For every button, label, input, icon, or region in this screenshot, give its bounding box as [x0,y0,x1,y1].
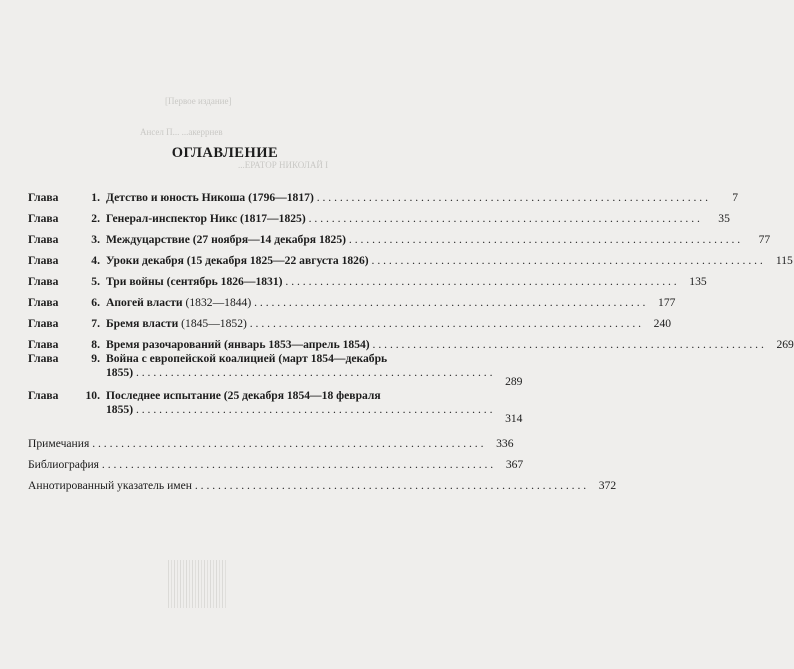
page-number: 314 [505,411,523,425]
chapter-title-line-1: Последнее испытание (25 декабря 1854—18 февраля [106,389,381,402]
toc-entry-chapter-6[interactable] [28,288,676,309]
toc-entry-chapter-3[interactable] [28,225,771,246]
chapter-label: Глава [28,190,59,204]
page-number: 289 [505,374,523,388]
toc-entry-notes[interactable] [28,429,514,450]
toc-entry-chapter-9[interactable] [28,351,523,388]
chapter-title [106,317,641,331]
chapter-number: 6. [91,295,100,309]
chapter-label: Глава [28,274,59,288]
chapter-title-main: Апогей власти [106,295,183,309]
toc-entry-bibliography[interactable] [28,450,524,471]
chapter-title-line-2: 1855) . . . [106,403,492,417]
toc-entry-chapter-5[interactable] [28,267,707,288]
table-of-contents [28,183,794,492]
chapter-number: 8. [91,337,100,351]
page-number: 372 [598,478,617,492]
chapter-title [106,389,492,416]
barcode-show-through [168,560,226,608]
page-number: 7 [732,190,738,204]
chapter-number: 4. [91,253,100,267]
chapter-number: 9. [91,352,100,365]
chapter-number: 7. [91,316,100,330]
chapter-title-main: Бремя власти [106,316,179,330]
chapter-title [106,296,645,310]
toc-entry-chapter-1[interactable] [28,183,738,204]
chapter-label: Глава [28,211,59,225]
page-number: 269 [776,337,794,351]
chapter-label: Глава [28,352,59,365]
chapter-title [106,352,492,379]
page-number: 77 [758,232,771,246]
page-number: 115 [775,253,793,267]
chapter-title: Детство и юность Никоша (1796—1817) . . . [106,191,708,205]
chapter-title-line-2: 1855) . . . [106,366,492,380]
chapter-title: Междуцарствие (27 ноября—14 декабря 1825) . . . [106,233,740,247]
toc-entry-name-index[interactable] [28,471,617,492]
chapter-title-dates: (1845—1852) [178,316,247,330]
page-title: ОГЛАВЛЕНИЕ [171,145,279,161]
entry-title: Аннотированный указатель имен . . . [28,479,586,493]
chapter-title: Генерал-инспектор Никс (1817—1825) . . . [106,212,700,226]
chapter-number: 3. [91,232,100,246]
chapter-label: Глава [28,337,59,351]
toc-entry-chapter-10[interactable] [28,388,523,425]
back-matter [28,429,617,492]
page-number: 240 [653,316,672,330]
toc-entry-chapter-2[interactable] [28,204,730,225]
chapter-number: 5. [91,274,100,288]
chapter-label: Глава [28,389,59,402]
chapter-label: Глава [28,253,59,267]
entry-title: Примечания . . . [28,437,483,451]
toc-entry-chapter-8[interactable] [28,330,794,351]
chapter-number: 1. [91,190,100,204]
ghost-line-1: [Первое издание] [165,96,232,106]
page-number: 35 [718,211,730,225]
toc-entry-chapter-7[interactable] [28,309,672,330]
page-number: 336 [496,436,514,450]
chapter-title-dates: (1832—1844) [182,295,252,309]
chapter-number: 2. [91,211,100,225]
toc-entry-chapter-4[interactable] [28,246,793,267]
entry-title: Библиография . . . [28,458,493,472]
ghost-line-2: Ансел П... ...акеррнев [140,127,223,137]
ghost-line-3: ...ЕРАТОР НИКОЛАЙ I [238,160,329,170]
chapter-title-line-1: Война с европейской коалицией (март 1854—декабрь [106,352,388,365]
chapter-label: Глава [28,316,59,330]
page-number: 135 [689,274,707,288]
chapter-title: Время разочарований (январь 1853—апрель 1854) . . . [106,338,764,352]
page-number: 367 [505,457,524,471]
chapter-number: 10. [85,389,100,402]
page-number: 177 [658,295,676,309]
chapter-title: Три войны (сентябрь 1826—1831) . . . [106,275,677,289]
chapter-label: Глава [28,232,59,246]
chapter-title: Уроки декабря (15 декабря 1825—22 августа 1826) . . . [106,254,763,268]
chapter-label: Глава [28,295,59,309]
